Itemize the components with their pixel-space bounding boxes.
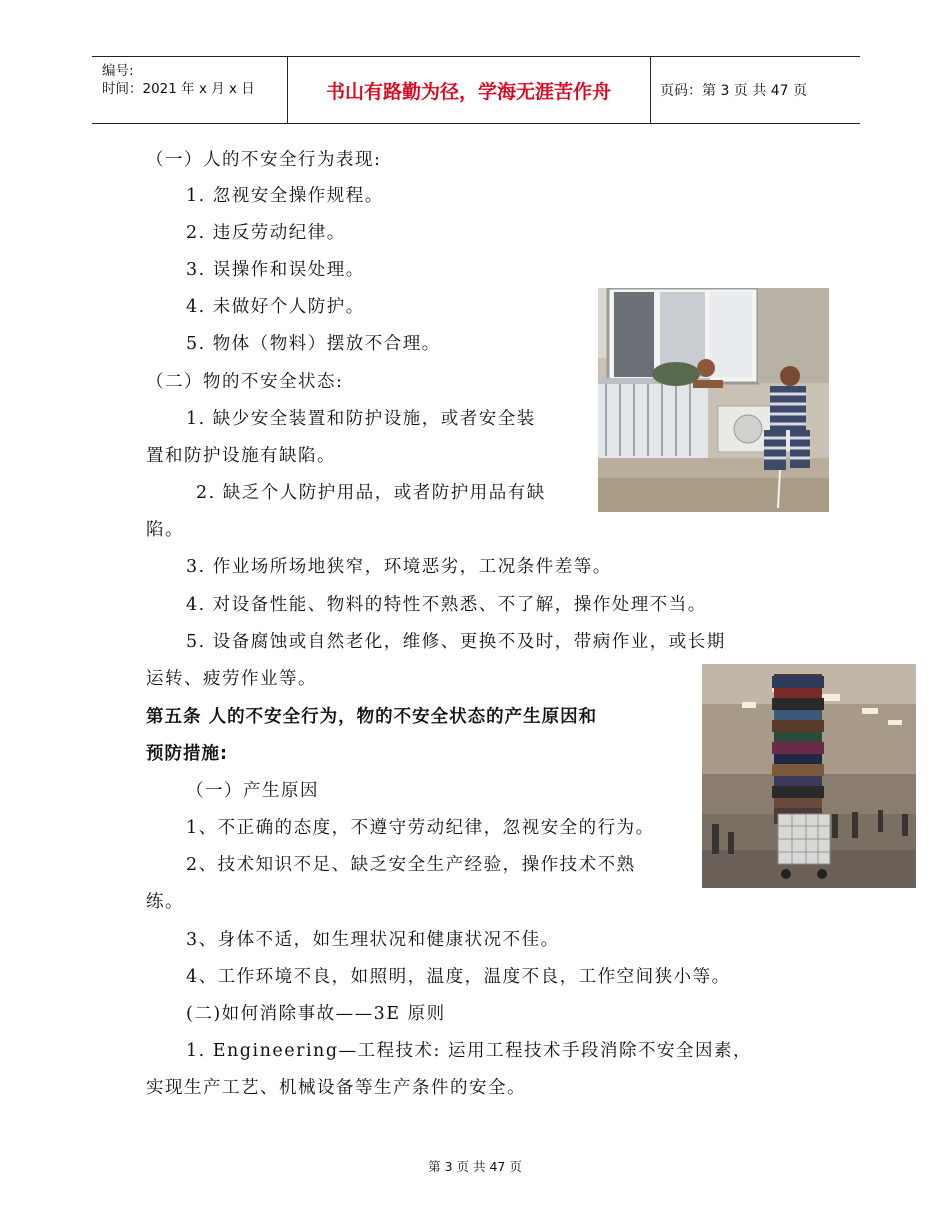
list-item: 2、技术知识不足、缺乏安全生产经验，操作技术不熟 [186, 855, 636, 875]
header-motto: 书山有路勤为径，学海无涯苦作舟 [325, 80, 611, 103]
list-item: 5. 设备腐蚀或自然老化，维修、更换不及时，带病作业，或长期 [186, 632, 726, 652]
list-item: 4. 未做好个人防护。 [186, 297, 365, 317]
list-item: 1、不正确的态度，不遵守劳动纪律，忽视安全的行为。 [186, 818, 655, 838]
list-item-continuation: 实现生产工艺、机械设备等生产条件的安全。 [146, 1078, 526, 1098]
list-item-continuation: 陷。 [146, 520, 184, 540]
list-item-continuation: 运转、疲劳作业等。 [146, 669, 317, 689]
photo-overloaded-luggage-cart [702, 664, 916, 888]
article-heading: 第五条 人的不安全行为，物的不安全状态的产生原因和 [146, 707, 598, 727]
list-item: 2. 缺乏个人防护用品，或者防护用品有缺 [196, 483, 546, 503]
header-divider [650, 57, 651, 123]
page-info: 页码：第 3 页 共 47 页 [660, 83, 807, 99]
section-heading: （一）产生原因 [186, 781, 319, 801]
list-item: 1. 缺少安全装置和防护设施，或者安全装 [186, 409, 536, 429]
photo-window-ac-installation [598, 288, 829, 512]
page-footer: 第 3 页 共 47 页 [428, 1159, 522, 1174]
list-item: 3. 误操作和误处理。 [186, 260, 365, 280]
list-item: 2. 违反劳动纪律。 [186, 223, 346, 243]
list-item: 5. 物体（物料）摆放不合理。 [186, 334, 441, 354]
section-heading: (二)如何消除事故——3E 原则 [186, 1004, 446, 1024]
section-heading: （二）物的不安全状态: [146, 372, 344, 392]
list-item: 3. 作业场所场地狭窄，环境恶劣，工况条件差等。 [186, 557, 612, 577]
list-item: 1. 忽视安全操作规程。 [186, 186, 384, 206]
time-label: 时间：2021 年 x 月 x 日 [102, 81, 255, 97]
article-heading: 预防措施: [146, 744, 228, 764]
list-item-continuation: 练。 [146, 892, 184, 912]
list-item: 4、工作环境不良，如照明，温度，温度不良，工作空间狭小等。 [186, 967, 731, 987]
list-item: 4. 对设备性能、物料的特性不熟悉、不了解，操作处理不当。 [186, 595, 707, 615]
section-heading: （一）人的不安全行为表现: [146, 150, 382, 170]
header-meta [102, 62, 255, 98]
number-label: 编号: [102, 63, 134, 79]
document-header [92, 56, 860, 124]
list-item: 3、身体不适，如生理状况和健康状况不佳。 [186, 930, 560, 950]
list-item: 1. Engineering—工程技术: 运用工程技术手段消除不安全因素， [186, 1041, 752, 1061]
list-item-continuation: 置和防护设施有缺陷。 [146, 446, 336, 466]
